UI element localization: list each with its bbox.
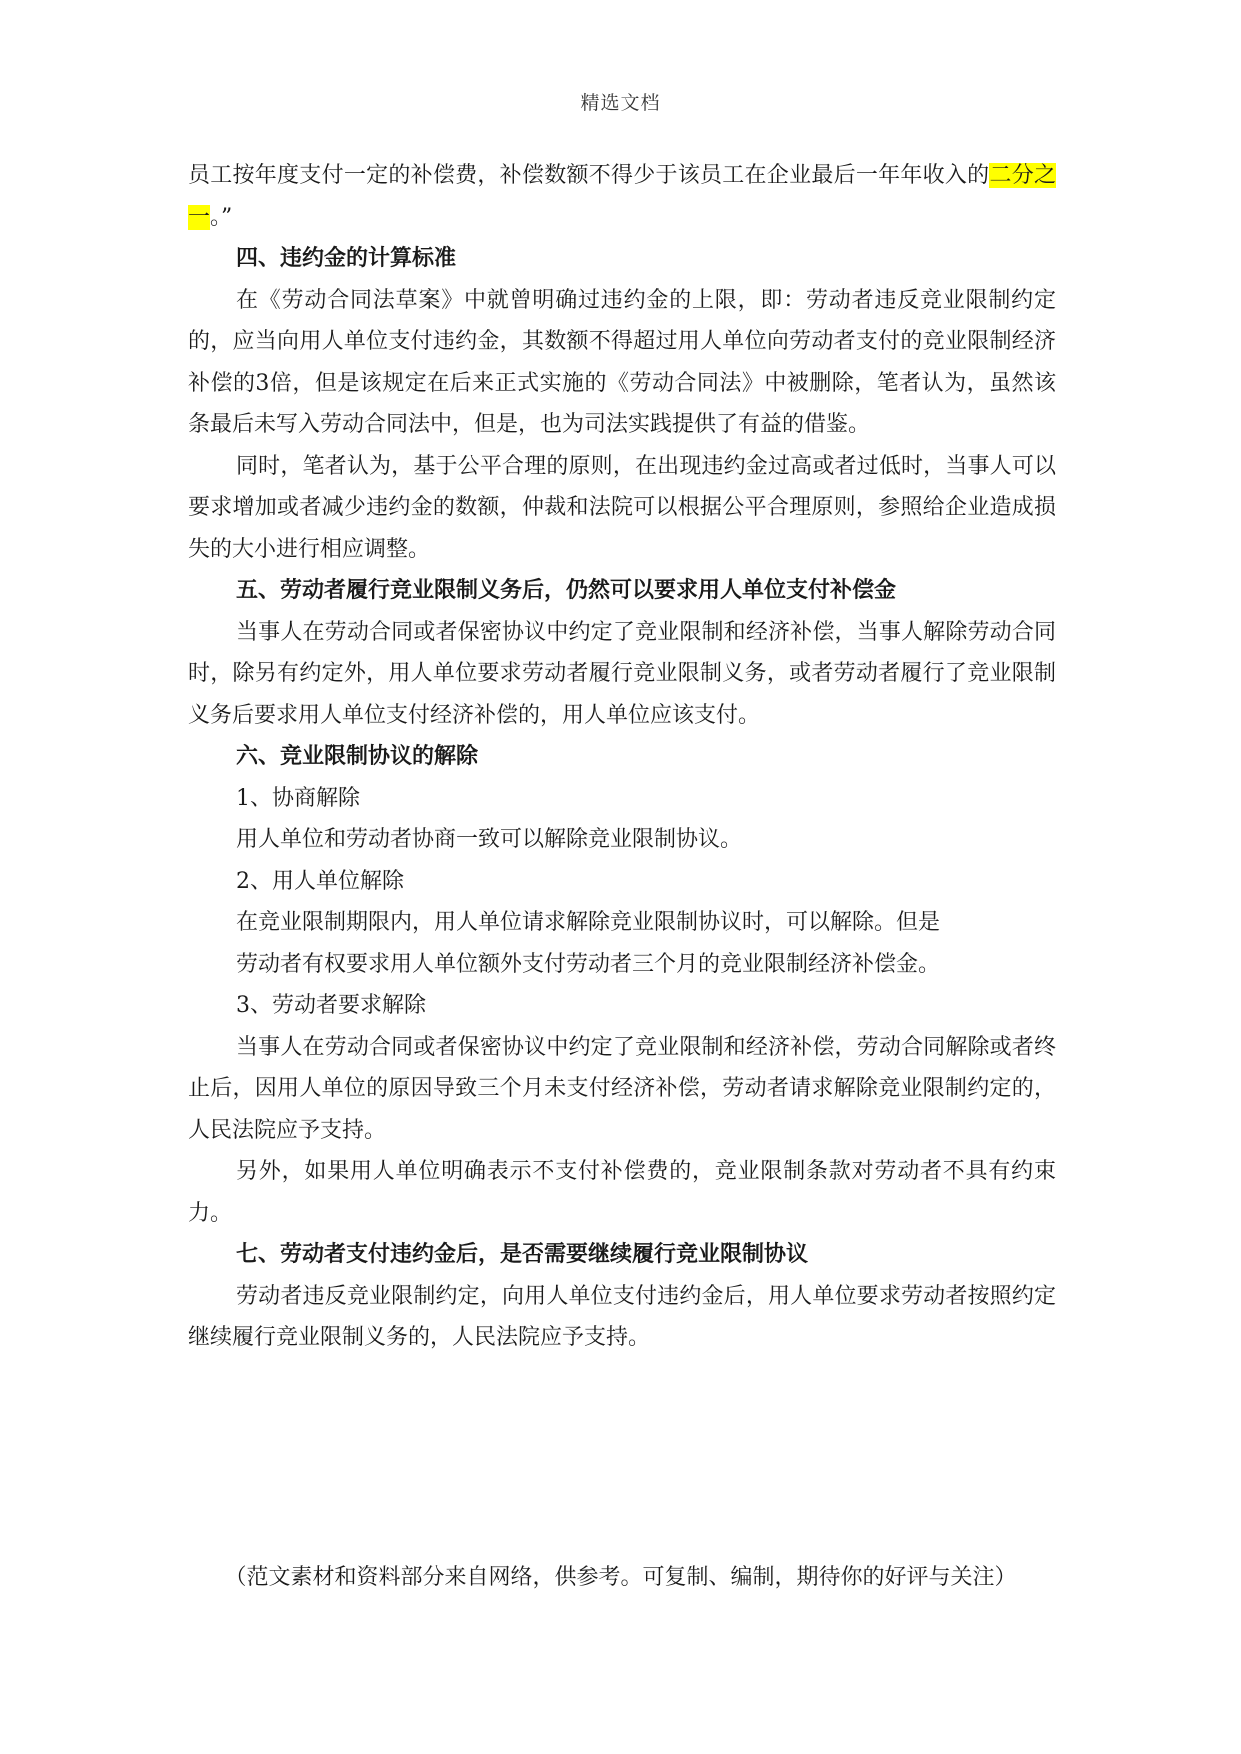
- paragraph: 同时，笔者认为，基于公平合理的原则，在出现违约金过高或者过低时，当事人可以要求增加或者减少违约金的数额，仲裁和法院可以根据公平合理原则，参照给企业造成损失的大小进行相应调整。: [188, 453, 1056, 562]
- subsection-title-2: 2、用人单位解除: [236, 868, 404, 894]
- section-heading-7: 七、劳动者支付违约金后，是否需要继续履行竞业限制协议: [236, 1242, 809, 1267]
- paragraph: 用人单位和劳动者协商一致可以解除竞业限制协议。: [236, 827, 743, 852]
- highlighted-text: 二分之一: [188, 163, 1056, 230]
- paragraph: 当事人在劳动合同或者保密协议中约定了竞业限制和经济补偿，劳动合同解除或者终止后，因用人单位的原因导致三个月未支付经济补偿，劳动者请求解除竞业限制约定的，人民法院应予支持。: [188, 1034, 1056, 1143]
- paragraph: 在竞业限制期限内，用人单位请求解除竞业限制协议时，可以解除。但是: [236, 910, 941, 935]
- paragraph-text: 。”: [210, 204, 233, 230]
- paragraph: 劳动者有权要求用人单位额外支付劳动者三个月的竞业限制经济补偿金。: [236, 951, 941, 977]
- paragraph-text: 的: [967, 163, 990, 188]
- paragraph: 在《劳动合同法草案》中就曾明确过违约金的上限，即：劳动者违反竞业限制约定的，应当向用人单位支付违约金，其数额不得超过用人单位向劳动者支付的竞业限制经济补偿的3倍，但是该规定在后来正式实施的《劳动合同法》中被删除，笔者认为，虽然该条最后未写入劳动合同法中，但是，也为司法实践提供了有益的借鉴。: [188, 287, 1056, 437]
- paragraph: 当事人在劳动合同或者保密协议中约定了竞业限制和经济补偿，当事人解除劳动合同时，除另有约定外，用人单位要求劳动者履行竞业限制义务，或者劳动者履行了竞业限制义务后要求用人单位支付经济补偿的，用人单位应该支付。: [188, 619, 1056, 728]
- paragraph: 劳动者违反竞业限制约定，向用人单位支付违约金后，用人单位要求劳动者按照约定继续履行竞业限制义务的，人民法院应予支持。: [188, 1283, 1056, 1350]
- section-heading-5: 五、劳动者履行竞业限制义务后，仍然可以要求用人单位支付补偿金: [236, 578, 897, 603]
- subsection-title-3: 3、劳动者要求解除: [236, 993, 426, 1018]
- section-heading-4: 四、违约金的计算标准: [236, 246, 457, 271]
- subsection-title-1: 1、协商解除: [236, 785, 360, 811]
- paragraph-text: 员工按年度支付一定的补偿费，补偿数额不得少于该员工在企业最后一年年收入: [188, 163, 968, 188]
- page-footer-note: （范文素材和资料部分来自网络，供参考。可复制、编制，期待你的好评与关注）: [224, 1565, 1017, 1590]
- paragraph-continuation: [188, 155, 1056, 238]
- page-header: 精选文档: [580, 92, 661, 114]
- paragraph: 另外，如果用人单位明确表示不支付补偿费的，竞业限制条款对劳动者不具有约束力。: [188, 1159, 1056, 1226]
- section-heading-6: 六、竞业限制协议的解除: [236, 744, 479, 769]
- document-body: [188, 155, 1056, 1359]
